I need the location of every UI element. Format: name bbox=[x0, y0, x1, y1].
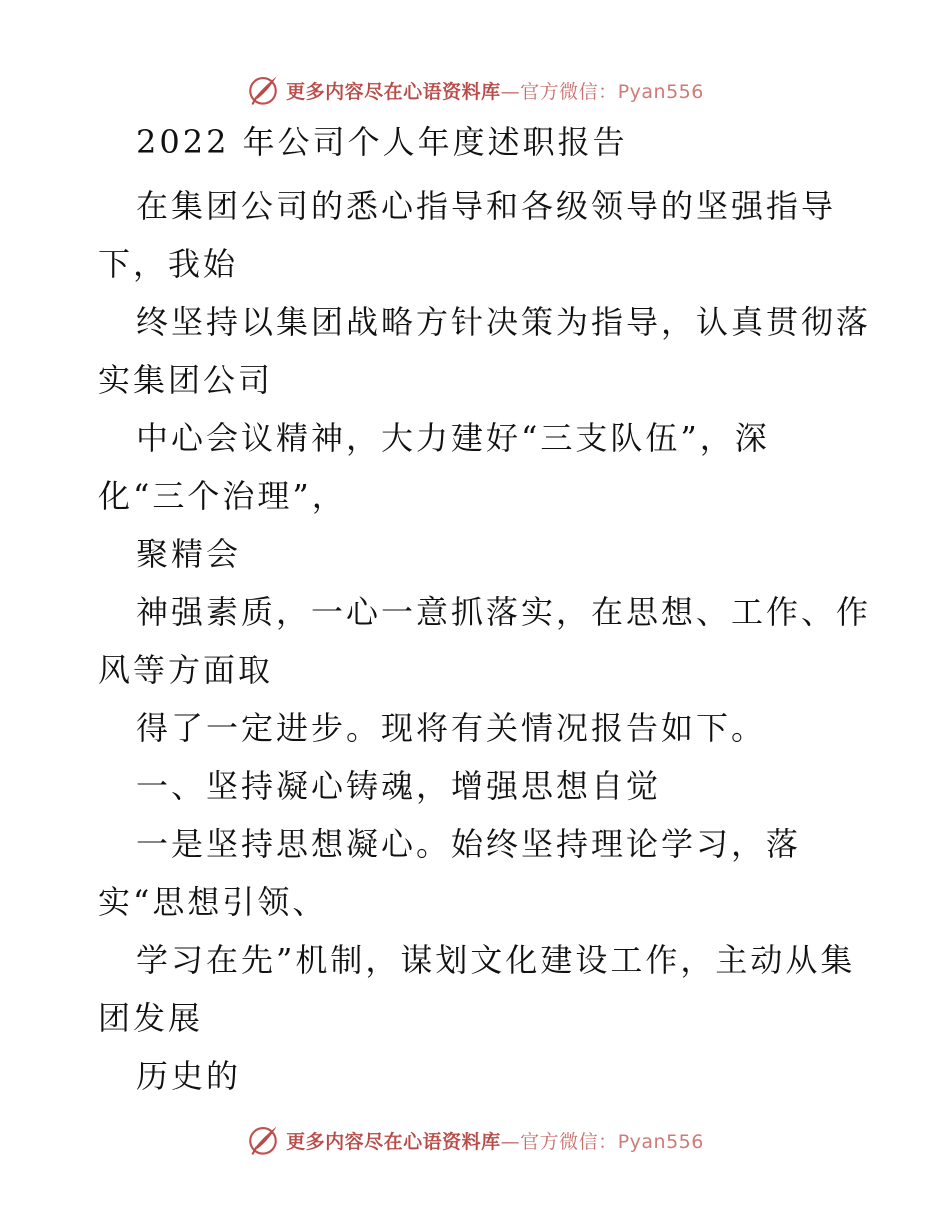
paragraph-line: 实集团公司 bbox=[98, 361, 274, 399]
feather-pen-logo-icon bbox=[246, 1123, 280, 1157]
paragraph-line: 神强素质，一心一意抓落实，在思想、工作、作 bbox=[136, 593, 872, 631]
paragraph-line: 化“三个治理”， bbox=[98, 477, 347, 515]
paragraph-line: 中心会议精神，大力建好“三支队伍”，深 bbox=[136, 419, 770, 457]
paragraph-line: 实“思想引领、 bbox=[98, 883, 328, 921]
paragraph-line: 下，我始 bbox=[98, 245, 239, 283]
section-heading: 一、坚持凝心铸魂，增强思想自觉 bbox=[136, 767, 662, 805]
feather-pen-logo-icon bbox=[246, 73, 280, 107]
paragraph-line: 历史的 bbox=[136, 1057, 242, 1095]
header-watermark bbox=[0, 70, 950, 110]
paragraph-line: 一是坚持思想凝心。始终坚持理论学习，落 bbox=[136, 825, 802, 863]
paragraph-line: 在集团公司的悉心指导和各级领导的坚强指导 bbox=[136, 187, 837, 225]
watermark-text: 更多内容尽在心语资料库—官方微信：Pyan556 bbox=[286, 80, 704, 103]
paragraph-line: 得了一定进步。现将有关情况报告如下。 bbox=[136, 709, 767, 747]
footer-watermark bbox=[0, 1120, 950, 1160]
paragraph-line: 学习在先”机制，谋划文化建设工作，主动从集 bbox=[136, 941, 856, 979]
watermark-text: 更多内容尽在心语资料库—官方微信：Pyan556 bbox=[286, 1130, 704, 1153]
paragraph-line: 风等方面取 bbox=[98, 651, 274, 689]
paragraph-line: 团发展 bbox=[98, 999, 204, 1037]
paragraph-line: 终坚持以集团战略方针决策为指导，认真贯彻落 bbox=[136, 303, 872, 341]
paragraph-line: 聚精会 bbox=[136, 535, 242, 573]
document-title: 2022 年公司个人年度述职报告 bbox=[136, 123, 628, 161]
